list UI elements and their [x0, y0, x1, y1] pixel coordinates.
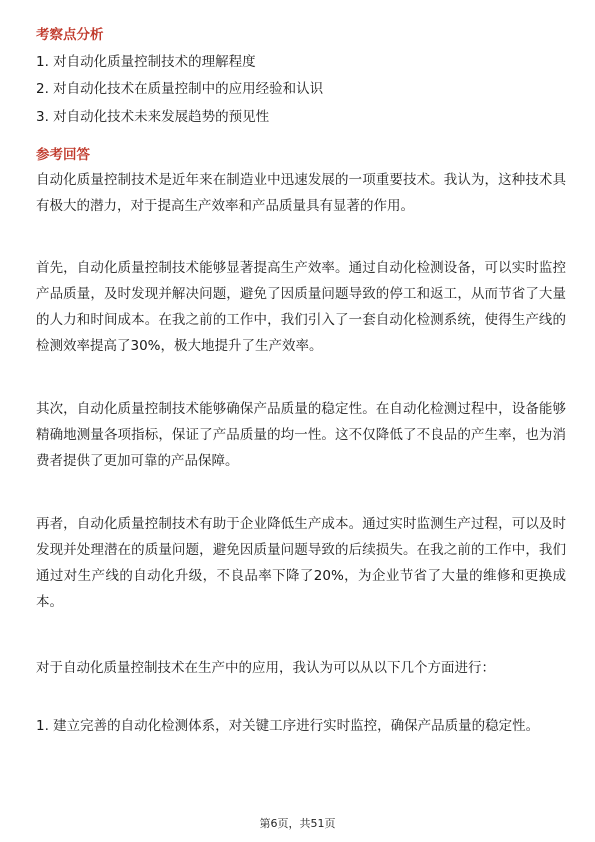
- answer-paragraph-1: 自动化质量控制技术是近年来在制造业中迅速发展的一项重要技术。我认为，这种技术具有极大的潜力，对于提高生产效率和产品质量具有显著的作用。: [36, 172, 566, 214]
- analysis-item-3: 3. 对自动化技术未来发展趋势的预见性: [36, 109, 270, 125]
- answer-paragraph-4: 再者，自动化质量控制技术有助于企业降低生产成本。通过实时监测生产过程，可以及时发现并处理潜在的质量问题，避免因质量问题导致的后续损失。在我之前的工作中，我们通过对生产线的自动化升级，不良品率下降了20%，为企业节省了大量的维修和更换成本。: [36, 516, 566, 610]
- section-title-analysis: 考察点分析: [36, 27, 104, 43]
- answer-paragraph-5: 对于自动化质量控制技术在生产中的应用，我认为可以从以下几个方面进行：: [36, 660, 495, 676]
- page-footer: 第6页，共51页: [259, 817, 336, 830]
- answer-paragraph-3: 其次，自动化质量控制技术能够确保产品质量的稳定性。在自动化检测过程中，设备能够精确地测量各项指标，保证了产品质量的均一性。这不仅降低了不良品的产生率，也为消费者提供了更加可靠的产品保障。: [36, 401, 566, 469]
- answer-paragraph-2: 首先，自动化质量控制技术能够显著提高生产效率。通过自动化检测设备，可以实时监控产品质量，及时发现并解决问题，避免了因质量问题导致的停工和返工，从而节省了大量的人力和时间成本。在我之前的工作中，我们引入了一套自动化检测系统，使得生产线的检测效率提高了30%，极大地提升了生产效率。: [36, 260, 566, 354]
- answer-list-item-1: 1. 建立完善的自动化检测体系，对关键工序进行实时监控，确保产品质量的稳定性。: [36, 718, 540, 734]
- analysis-item-2: 2. 对自动化技术在质量控制中的应用经验和认识: [36, 81, 324, 97]
- section-title-answer: 参考回答: [36, 147, 90, 163]
- analysis-item-1: 1. 对自动化质量控制技术的理解程度: [36, 54, 256, 70]
